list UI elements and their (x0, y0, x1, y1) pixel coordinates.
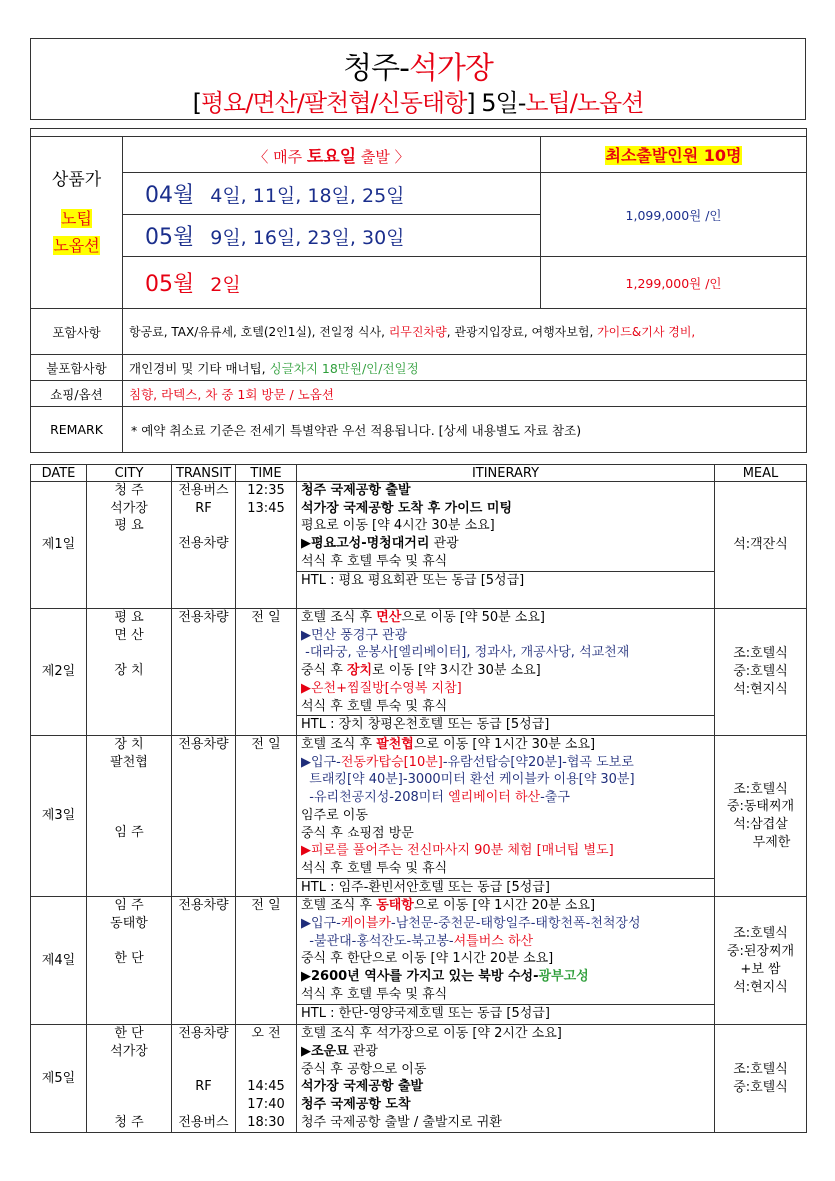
meal-line: 석:객잔식 (733, 537, 788, 553)
itinerary-segment: ▶온천+찜질방[수영복 지참] (301, 680, 462, 696)
itinerary-day-row (31, 897, 807, 1025)
city-line (87, 789, 171, 807)
itinerary-segment: 호텔 조식 후 (301, 898, 377, 914)
hotel-line: HTL : 평요 평요회관 또는 동급 [5성급] (297, 571, 714, 590)
transit-line (172, 789, 235, 807)
transit-line (172, 627, 235, 645)
itinerary-segment: 석식 후 호텔 투숙 및 휴식 (301, 986, 448, 1002)
itinerary-day-row (31, 736, 807, 897)
city-line (87, 1061, 171, 1079)
itinerary-segment: 케이블카 (340, 916, 392, 932)
itinerary-line (297, 1043, 714, 1061)
month-2: 05월 (145, 225, 195, 250)
bracket-close: ] (466, 89, 475, 117)
meal-cell (715, 1025, 807, 1133)
itinerary-segment: 면산 (376, 610, 402, 625)
itinerary-line (297, 754, 714, 772)
city-cell (87, 482, 172, 609)
day-label: 제2일 (31, 609, 87, 736)
itinerary-segment: -불관대-홍석잔도-북고봉- (301, 933, 454, 949)
time-cell (236, 1025, 297, 1133)
transit-line (172, 662, 235, 680)
itinerary-segment: 중식 후 공항으로 이동 (301, 1061, 427, 1077)
page (30, 38, 806, 1133)
meal-line: 중:호텔식 (733, 664, 788, 680)
page-subtitle (31, 83, 805, 118)
itinerary-line (297, 698, 714, 716)
city-line: 임 주 (114, 825, 144, 841)
shop-value: 침향, 라텍스, 차 중 1회 방문 / 노옵션 (129, 386, 334, 402)
itinerary-segment: 평요로 이동 [약 4시간 30분 소요] (301, 518, 495, 534)
itinerary-line (297, 662, 714, 680)
city-line: 장 치 (114, 737, 144, 752)
itinerary-segment: 으로 이동 [약 1시간 30분 소요] (413, 737, 596, 752)
transit-line (172, 1043, 235, 1061)
meal-cell (715, 736, 807, 897)
schedule-row-1 (123, 173, 541, 215)
transit-cell (172, 736, 236, 897)
itinerary-segment: 광부고성 (538, 969, 589, 985)
subtitle-days: 5일- (474, 89, 526, 117)
itinerary-line (297, 609, 714, 627)
meal-line: 석:현지식 (733, 979, 788, 995)
itinerary-line (297, 897, 714, 915)
itinerary-day-row (31, 482, 807, 609)
min-pax-cell (541, 137, 807, 173)
include-text (123, 309, 807, 355)
itinerary-cell (297, 482, 715, 609)
itinerary-segment: 석가장 국제공항 도착 후 가이드 미팅 (301, 500, 512, 516)
itinerary-segment: 관광 (348, 1044, 378, 1060)
city-cell (87, 736, 172, 897)
price-2-cell (541, 257, 807, 309)
itinerary-line (297, 860, 714, 878)
city-line (87, 715, 171, 733)
itinerary-line (297, 807, 714, 825)
itinerary-line (297, 517, 714, 535)
itinerary-segment: ▶입구- (301, 754, 341, 770)
itinerary-segment: 엘리베이터 하산 (448, 790, 541, 806)
itinerary-line (297, 500, 714, 518)
meal-cell (715, 897, 807, 1025)
transit-line (172, 754, 235, 772)
itinerary-segment: 호텔 조식 후 (301, 737, 377, 752)
price-2: 1,299,000원 /인 (625, 275, 722, 291)
include-c: , 관광지입장료, 여행자보험, (446, 325, 598, 339)
city-line (87, 860, 171, 878)
meal-line: 석:현지식 (733, 681, 788, 697)
transit-line: 전용차량 (178, 898, 229, 914)
departure-post: 출발 〉 (356, 148, 410, 166)
itinerary-segment: ▶2600년 역사를 가지고 있는 북방 수성- (301, 969, 539, 985)
itinerary-segment: ▶면산 풍경구 관광 (301, 627, 408, 643)
dates-2: 9일, 16일, 23일, 30일 (210, 227, 405, 249)
transit-line (172, 644, 235, 662)
month-3: 05월 (145, 272, 195, 297)
dates-1: 4일, 11일, 18일, 25일 (210, 185, 405, 207)
time-line: 12:35 (247, 483, 285, 498)
shop-text (123, 381, 807, 407)
meal-line: 석:삼겹살 (733, 817, 788, 833)
include-a: 항공료, TAX/유류세, 호텔(2인1실), 전일정 식사, (129, 325, 389, 339)
page-title (31, 43, 805, 87)
time-line: 14:45 (247, 1079, 285, 1095)
itinerary-line (297, 1078, 714, 1096)
transit-cell (172, 897, 236, 1025)
time-line: 17:40 (247, 1097, 285, 1113)
city-line (87, 878, 171, 896)
itinerary-segment: 청주 국제공항 도착 (301, 1097, 411, 1113)
city-line: 한 단 (114, 951, 144, 967)
time-line (236, 933, 296, 951)
time-line (236, 771, 296, 789)
transit-line (172, 1096, 235, 1114)
itinerary-line (297, 680, 714, 698)
city-line (87, 933, 171, 951)
transit-line: 전용차량 (178, 1026, 229, 1042)
itinerary-segment: 으로 이동 [약 50분 소요] (401, 610, 545, 625)
transit-cell (172, 609, 236, 736)
transit-line: RF (195, 500, 212, 516)
city-line: 장 치 (114, 663, 144, 679)
itinerary-segment: 석가장 국제공항 출발 (301, 1079, 424, 1095)
itinerary-cell (297, 1025, 715, 1133)
meal-line: 중:호텔식 (733, 1079, 788, 1095)
price-1-cell (541, 173, 807, 257)
time-line (236, 915, 296, 933)
hotel-line: HTL : 장치 창평온천호텔 또는 동급 [5성급] (297, 715, 714, 734)
transit-line (172, 878, 235, 896)
itinerary-segment: 전동카탑승[10분] (340, 754, 443, 770)
day-label: 제3일 (31, 736, 87, 897)
departure-day: 토요일 (306, 147, 357, 167)
title-destination: 석가장 (408, 51, 493, 86)
include-b: 리무진차량 (388, 325, 447, 339)
city-line (87, 570, 171, 588)
time-line (236, 627, 296, 645)
itinerary-segment: ▶피로를 풀어주는 전신마사지 90분 체험 [매너팁 별도] (301, 843, 614, 859)
time-line (236, 878, 296, 896)
city-line: 면 산 (114, 627, 144, 643)
itinerary-line (297, 1025, 714, 1043)
time-line: 전 일 (251, 737, 281, 752)
exclude-text (123, 355, 807, 381)
itinerary-line (297, 553, 714, 571)
transit-cell (172, 482, 236, 609)
city-line (87, 553, 171, 571)
dates-3: 2일 (210, 274, 241, 296)
meal-cell (715, 609, 807, 736)
meal-line: 조:호텔식 (733, 646, 788, 662)
time-line (236, 570, 296, 588)
itinerary-segment: 으로 이동 [약 1시간 20분 소요] (413, 898, 596, 914)
transit-line (172, 570, 235, 588)
itinerary-line (297, 1114, 714, 1132)
transit-line: 전용차량 (178, 737, 229, 752)
hotel-line: HTL : 임주-환빈서안호텔 또는 동급 [5성급] (297, 878, 714, 897)
transit-line (172, 1003, 235, 1021)
transit-line (172, 915, 235, 933)
city-cell (87, 1025, 172, 1133)
time-line (236, 842, 296, 860)
itinerary-segment: 청주 국제공항 출발 / 출발지로 귀환 (301, 1114, 502, 1130)
itinerary-segment: ▶평요고성-명청대거리 (301, 536, 430, 552)
time-line: 18:30 (247, 1114, 285, 1130)
transit-line (172, 697, 235, 715)
transit-line: RF (195, 1079, 212, 1095)
header-date: DATE (31, 465, 87, 482)
transit-line (172, 860, 235, 878)
city-cell (87, 897, 172, 1025)
time-line (236, 754, 296, 772)
time-line (236, 662, 296, 680)
time-line (236, 517, 296, 535)
title-box (30, 38, 806, 120)
itinerary-segment: ▶조운묘 (301, 1044, 349, 1060)
time-line (236, 1003, 296, 1021)
itinerary-line (297, 986, 714, 1004)
time-line (236, 860, 296, 878)
city-line: 청 주 (114, 1114, 144, 1130)
itinerary-day-row (31, 609, 807, 736)
exclude-b: 싱글차지 18만원/인/전일정 (269, 360, 419, 376)
city-line: 임 주 (114, 898, 144, 914)
month-1: 04월 (145, 183, 195, 208)
subtitle-places: 평요/면산/팔천협/신동태항 (200, 89, 467, 117)
bracket-open: [ (192, 89, 201, 117)
itinerary-line (297, 933, 714, 951)
city-line: 청 주 (114, 483, 144, 498)
city-line (87, 644, 171, 662)
itinerary-segment: -유리천공지성-208미터 (301, 790, 449, 806)
meal-line: +보 쌈 (740, 961, 781, 977)
itinerary-segment: 중식 후 쇼핑점 방문 (301, 825, 414, 841)
transit-line: 전용차량 (178, 536, 229, 552)
city-line (87, 968, 171, 986)
day-label: 제1일 (31, 482, 87, 609)
itinerary-segment: 동태항 (376, 898, 414, 914)
city-line (87, 807, 171, 825)
transit-line (172, 1061, 235, 1079)
city-line (87, 535, 171, 553)
notip-label: 노팁 (61, 209, 92, 228)
city-line (87, 1096, 171, 1114)
itinerary-segment: 관광 (429, 536, 459, 552)
itinerary-segment: -남천문-중천문-태항일주-태항천폭-천척장성 (391, 916, 641, 932)
itinerary-cell (297, 609, 715, 736)
meal-line: 조:호텔식 (733, 781, 788, 797)
itinerary-day-row (31, 1025, 807, 1133)
city-line (87, 697, 171, 715)
schedule-row-2 (123, 215, 541, 257)
itinerary-segment: 석식 후 호텔 투숙 및 휴식 (301, 860, 448, 876)
itinerary-segment: 셔틀버스 하산 (453, 933, 534, 949)
itinerary-segment: 임주로 이동 (301, 807, 368, 823)
departure-cell (123, 137, 541, 173)
transit-line: 전용차량 (178, 610, 229, 625)
city-line (87, 842, 171, 860)
header-transit: TRANSIT (172, 465, 236, 482)
day-label: 제4일 (31, 897, 87, 1025)
itinerary-segment: 트래킹[약 40분]-3000미터 환선 케이블카 이용[약 30분] (301, 772, 635, 788)
itinerary-cell (297, 736, 715, 897)
price-label-cell (31, 137, 123, 309)
city-line (87, 1003, 171, 1021)
title-origin: 청주- (343, 51, 409, 86)
remark-text (123, 407, 807, 453)
itinerary-line (297, 1096, 714, 1114)
itinerary-segment: 호텔 조식 후 (301, 610, 377, 625)
exclude-label: 불포함사항 (31, 355, 123, 381)
remark-label: REMARK (31, 407, 123, 453)
city-line (87, 986, 171, 1004)
itinerary-line (297, 950, 714, 968)
itinerary-line (297, 644, 714, 662)
itinerary-line (297, 968, 714, 986)
hotel-line: HTL : 한단-영양국제호텔 또는 동급 [5성급] (297, 1004, 714, 1023)
time-line (236, 553, 296, 571)
itinerary-segment: 장치 (346, 663, 373, 679)
price-1: 1,099,000원 /인 (625, 207, 722, 223)
itinerary-segment: -출구 (540, 790, 570, 806)
itinerary-segment: 팔천협 (376, 737, 414, 752)
city-line (87, 680, 171, 698)
city-line: 석가장 (110, 500, 148, 516)
transit-line: 전용버스 (178, 1114, 229, 1130)
meal-line: 조:호텔식 (733, 926, 788, 942)
transit-line: 전용버스 (178, 483, 229, 498)
city-line: 동태항 (110, 916, 148, 932)
time-line: 오 전 (251, 1026, 281, 1042)
itinerary-line (297, 915, 714, 933)
time-line (236, 789, 296, 807)
time-line: 전 일 (251, 898, 281, 914)
time-cell (236, 609, 297, 736)
itinerary-segment: ▶입구- (301, 916, 341, 932)
transit-line (172, 517, 235, 535)
include-label: 포함사항 (31, 309, 123, 355)
itinerary-segment: -유람선탑승[약20분]-협곡 도보로 (442, 754, 634, 770)
transit-line (172, 807, 235, 825)
time-line (236, 986, 296, 1004)
time-line (236, 1043, 296, 1061)
itinerary-segment: 중식 후 (301, 663, 347, 679)
time-line (236, 535, 296, 553)
time-line (236, 715, 296, 733)
transit-line (172, 771, 235, 789)
transit-line (172, 968, 235, 986)
product-info-table (30, 128, 807, 453)
header-city: CITY (87, 465, 172, 482)
remark-value: * 예약 취소료 기준은 전세기 특별약관 우선 적용됩니다. [상세 내용별도 자료 참조) (131, 422, 582, 438)
price-label: 상품가 (51, 170, 102, 190)
shop-label: 쇼핑/옵션 (31, 381, 123, 407)
city-line: 팔천협 (110, 754, 148, 770)
transit-cell (172, 1025, 236, 1133)
time-line (236, 1061, 296, 1079)
time-line (236, 950, 296, 968)
time-line (236, 968, 296, 986)
time-line (236, 807, 296, 825)
transit-line (172, 553, 235, 571)
itinerary-line (297, 789, 714, 807)
min-pax: 최소출발인원 10명 (605, 146, 742, 165)
itinerary-segment: 중식 후 한단으로 이동 [약 1시간 20분 소요] (301, 951, 554, 967)
time-line (236, 697, 296, 715)
itinerary-segment: 호텔 조식 후 석가장으로 이동 [약 2시간 소요] (301, 1026, 562, 1042)
meal-cell (715, 482, 807, 609)
itinerary-line (297, 627, 714, 645)
transit-line (172, 950, 235, 968)
exclude-a: 개인경비 및 기타 매너팁, (129, 360, 270, 376)
time-line: 전 일 (251, 610, 281, 625)
time-line (236, 824, 296, 842)
time-cell (236, 897, 297, 1025)
city-cell (87, 609, 172, 736)
itinerary-table (30, 464, 807, 1133)
time-cell (236, 482, 297, 609)
time-cell (236, 736, 297, 897)
time-line: 13:45 (247, 500, 285, 516)
itinerary-line (297, 842, 714, 860)
transit-line (172, 842, 235, 860)
meal-line: 조:호텔식 (733, 1062, 788, 1078)
city-line: 석가장 (110, 1044, 148, 1060)
itinerary-line (297, 736, 714, 754)
itinerary-segment: 로 이동 [약 3시간 30분 소요] (372, 663, 541, 679)
departure-pre: 〈 매주 (253, 148, 307, 166)
city-line (87, 771, 171, 789)
itinerary-segment: 석식 후 호텔 투숙 및 휴식 (301, 698, 448, 714)
meal-line: 무제한 (752, 834, 791, 850)
city-line: 한 단 (114, 1026, 144, 1042)
city-line (87, 1078, 171, 1096)
subtitle-options: 노팁/노옵션 (525, 89, 644, 117)
itinerary-segment: -대라궁, 운봉사[엘리베이터], 정과사, 개공사당, 석교천재 (301, 645, 630, 661)
city-line: 평 요 (114, 610, 144, 625)
time-line (236, 644, 296, 662)
itinerary-segment: 청주 국제공항 출발 (301, 483, 411, 498)
itinerary-line (297, 1061, 714, 1079)
transit-line (172, 715, 235, 733)
transit-line (172, 824, 235, 842)
itinerary-segment: 석식 후 호텔 투숙 및 휴식 (301, 553, 448, 569)
schedule-row-3 (123, 257, 541, 309)
noopt-label: 노옵션 (53, 236, 100, 255)
header-itinerary: ITINERARY (297, 465, 715, 482)
day-label: 제5일 (31, 1025, 87, 1133)
transit-line (172, 680, 235, 698)
header-meal: MEAL (715, 465, 807, 482)
header-time: TIME (236, 465, 297, 482)
time-line (236, 680, 296, 698)
transit-line (172, 933, 235, 951)
itinerary-line (297, 825, 714, 843)
transit-line (172, 986, 235, 1004)
itinerary-cell (297, 897, 715, 1025)
itinerary-line (297, 482, 714, 500)
meal-line: 중:동태찌개 (726, 799, 795, 815)
include-d: 가이드&기사 경비, (597, 325, 696, 339)
city-line: 평 요 (114, 518, 144, 534)
itinerary-line (297, 771, 714, 789)
itinerary-line (297, 535, 714, 553)
meal-line: 중:된장찌개 (726, 944, 795, 960)
